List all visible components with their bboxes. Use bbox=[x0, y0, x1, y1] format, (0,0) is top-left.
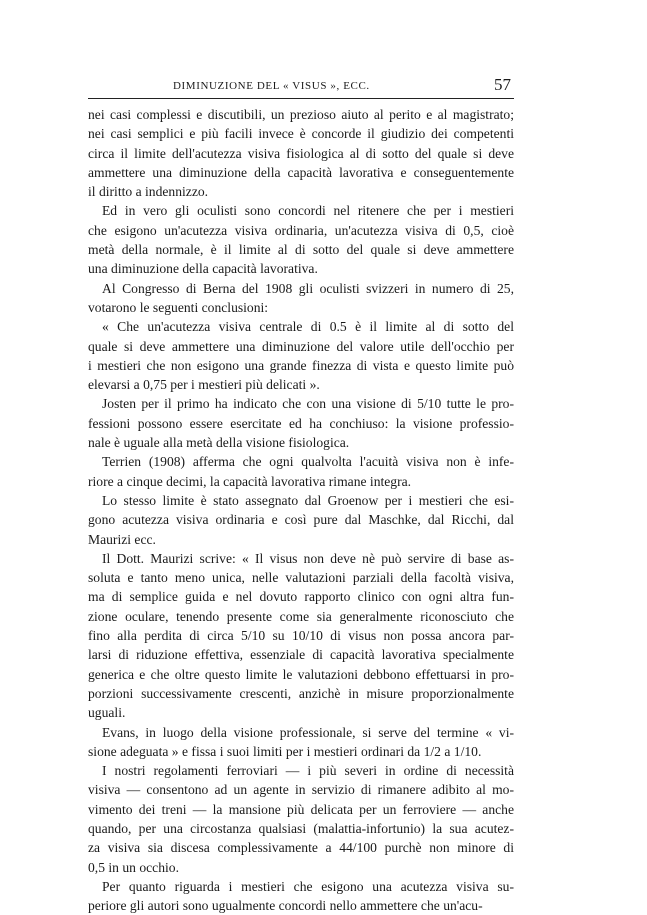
paragraph bbox=[88, 201, 514, 278]
text-line: visiva — consentono ad un agente in servizio di rimanere adibito al mo- bbox=[88, 782, 514, 798]
paragraph bbox=[88, 394, 514, 452]
text-line: gono acutezza visiva ordinaria e così pure dal Maschke, dal Ricchi, dal bbox=[88, 512, 514, 528]
text-line: zione oculare, tenendo presente come sia generalmente riconosciuto che bbox=[88, 608, 514, 624]
paragraph bbox=[88, 317, 514, 394]
text-line: vimento dei treni — la mansione più delicata per un ferroviere — anche bbox=[88, 801, 514, 817]
text-line: Terrien (1908) afferma che ogni qualvolta l'acuità visiva non è infe- bbox=[102, 454, 514, 470]
text-line: riore a cinque decimi, la capacità lavorativa rimane integra. bbox=[88, 473, 412, 489]
text-line: Il Dott. Maurizi scrive: « Il visus non deve nè può servire di base as- bbox=[102, 550, 514, 566]
text-line: periore gli autori sono ugualmente concordi nello ammettere che un'acu- bbox=[88, 898, 483, 914]
running-header bbox=[88, 74, 514, 99]
text-line: nei casi complessi e discutibili, un prezioso aiuto al perito e al magistrato; bbox=[88, 107, 514, 122]
text-line: i mestieri che non esigono una grande finezza di vista e questo limite può bbox=[88, 357, 514, 373]
page-number: 57 bbox=[494, 75, 511, 94]
text-line: Per quanto riguarda i mestieri che esigono una acutezza visiva su- bbox=[102, 878, 514, 894]
text-line: metà della normale, è il limite al di sotto del quale si deve ammettere bbox=[88, 242, 514, 258]
text-line: « Che un'acutezza visiva centrale di 0.5 è il limite al di sotto del bbox=[102, 319, 514, 335]
text-line: quale si deve ammettere una diminuzione del valore utile dell'occhio per bbox=[88, 338, 514, 354]
text-line: nei casi semplici e più facili invece è concorde il giudizio dei competenti bbox=[88, 126, 514, 142]
text-line: circa il limite dell'acutezza visiva fisiologica al di sotto del quale si deve bbox=[88, 145, 514, 161]
text-line: generica e che oltre questo limite le valutazioni debbono effettuarsi in pro- bbox=[88, 666, 514, 682]
text-line: Josten per il primo ha indicato che con una visione di 5/10 tutte le pro- bbox=[102, 396, 514, 412]
paragraph bbox=[88, 723, 514, 762]
body-text bbox=[88, 105, 514, 915]
paragraph bbox=[88, 761, 514, 877]
paragraph bbox=[88, 877, 514, 915]
text-line: una diminuzione della capacità lavorativa. bbox=[88, 261, 318, 277]
text-line: Evans, in luogo della visione professionale, si serve del termine « vi- bbox=[102, 724, 514, 740]
text-line: il diritto a indennizzo. bbox=[88, 184, 209, 200]
paragraph bbox=[88, 491, 514, 549]
text-line: uguali. bbox=[88, 705, 126, 721]
text-line: larsi di riduzione effettiva, essenziale di capacità lavorativa specialmente bbox=[88, 647, 514, 663]
text-line: za visiva sia discesa complessivamente a 44/100 purchè non minore di bbox=[88, 840, 514, 856]
text-line: nale è uguale alla metà della visione fisiologica. bbox=[88, 435, 350, 451]
text-line: votarono le seguenti conclusioni: bbox=[88, 299, 269, 315]
paragraph bbox=[88, 105, 514, 201]
text-line: che esigono un'acutezza visiva ordinaria, un'acutezza visiva di 0,5, cioè bbox=[88, 222, 514, 238]
text-line: fino alla perdita di circa 5/10 su 10/10 di visus non possa ancora par- bbox=[88, 628, 514, 644]
text-line: Maurizi ecc. bbox=[88, 531, 156, 547]
paragraph bbox=[88, 279, 514, 318]
text-line: elevarsi a 0,75 per i mestieri più delicati ». bbox=[88, 377, 320, 393]
text-line: quando, per una circostanza qualsiasi (malattia-infortunio) la sua acutez- bbox=[88, 820, 514, 836]
text-line: ammettere una diminuzione della capacità lavorativa e conseguentemente bbox=[88, 164, 514, 180]
text-line: Al Congresso di Berna del 1908 gli oculisti svizzeri in numero di 25, bbox=[102, 280, 514, 296]
text-line: sione adeguata » e fissa i suoi limiti per i mestieri ordinari da 1/2 a 1/10. bbox=[88, 743, 482, 759]
running-title: DIMINUZIONE DEL « VISUS », ECC. bbox=[173, 80, 370, 92]
paragraph bbox=[88, 549, 514, 723]
text-line: soluta e tanto meno unica, nelle valutazioni parziali della facoltà visiva, bbox=[88, 570, 514, 586]
paragraph bbox=[88, 452, 514, 491]
text-line: Ed in vero gli oculisti sono concordi nel ritenere che per i mestieri bbox=[102, 203, 514, 219]
text-line: Lo stesso limite è stato assegnato dal Groenow per i mestieri che esi- bbox=[102, 492, 514, 508]
text-line: 0,5 in un occhio. bbox=[88, 859, 179, 875]
text-line: I nostri regolamenti ferroviari — i più severi in ordine di necessità bbox=[102, 763, 514, 779]
text-line: ma di semplice guida e nel dovuto rapporto clinico con ogni altra fun- bbox=[88, 589, 514, 605]
text-line: fessioni possono essere esercitate ed ha conchiuso: la visione professio- bbox=[88, 415, 514, 431]
text-line: porzioni successivamente crescenti, anzichè in misure proporzionalmente bbox=[88, 685, 514, 701]
